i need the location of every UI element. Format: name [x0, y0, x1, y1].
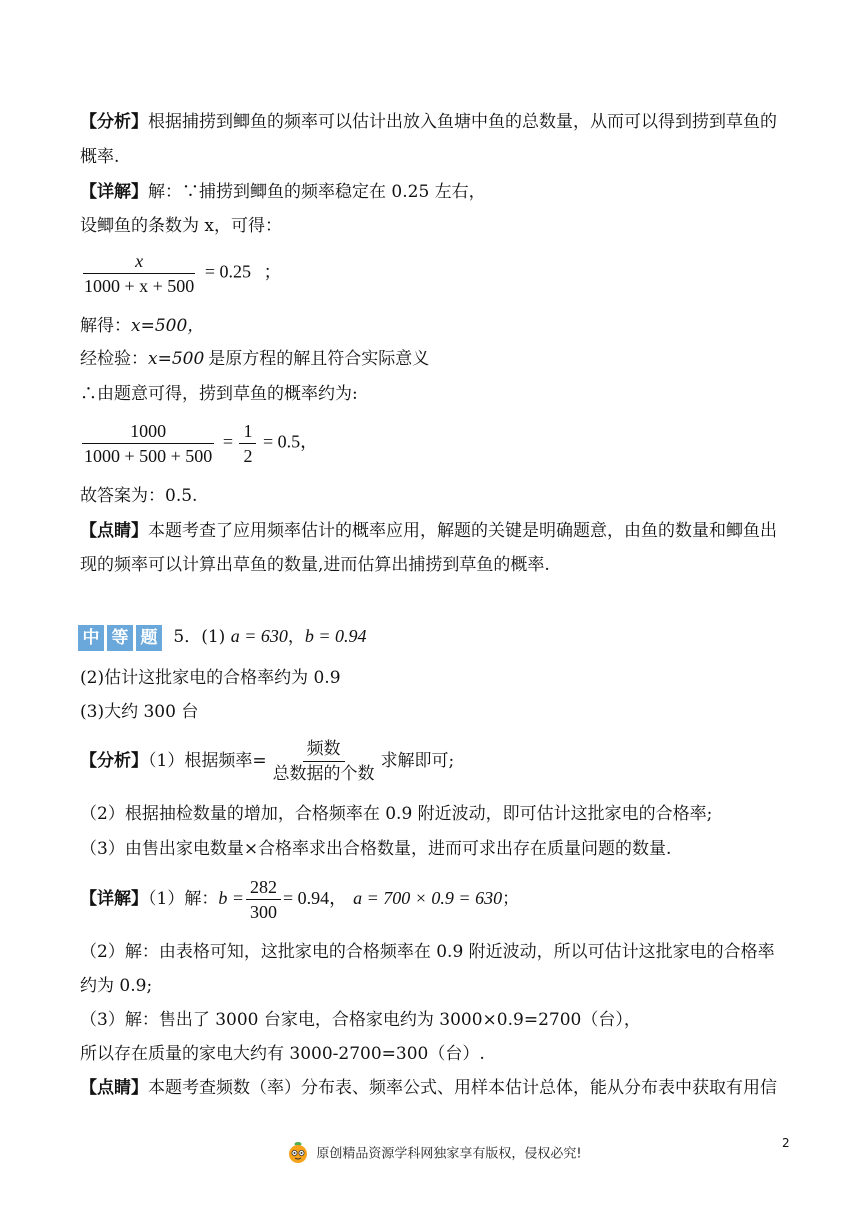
- q5-detail-3-line1: （3）解：售出了 3000 台家电，合格家电约为 3000×0.9=2700（台），: [80, 1010, 641, 1030]
- q4-let-line: [80, 214, 282, 238]
- footer-text: 原创精品资源学科网独家享有版权，侵权必究!: [316, 1146, 582, 1162]
- q5-detail-label: 【详解】: [80, 889, 148, 909]
- q5-detail-1-end: ；: [502, 889, 520, 909]
- q4-answer-text: 故答案为：0.5.: [80, 486, 198, 506]
- q5-detail-fraction: [246, 876, 281, 923]
- q4-check-expr: x=500: [148, 349, 205, 369]
- q5-detail-2-line1: （2）解：由表格可知，这批家电的合格频率在 0.9 附近波动，所以可估计这批家电的合格率: [80, 942, 775, 962]
- q5-header-line: [78, 624, 367, 651]
- q4-equation-1: [78, 250, 281, 297]
- q4-detail-line: [80, 180, 486, 204]
- q4-analysis-text-1: 根据捕捞到鲫鱼的频率可以估计出放入鱼塘中鱼的总数量，从而可以得到捞到草鱼的: [148, 112, 777, 132]
- q5-analysis-1-prefix: （1）根据频率=: [148, 751, 267, 771]
- footer-notice: [0, 1140, 868, 1168]
- q5-answer-3-line: [80, 700, 198, 724]
- q5-answer-3: (3)大约 300 台: [80, 702, 199, 722]
- q4-eq2-half-denominator: 2: [243, 446, 253, 466]
- q4-check-rest: 是原方程的解且符合实际意义: [208, 349, 430, 369]
- q4-check-line: [80, 347, 429, 371]
- q4-analysis-line-2: [80, 145, 119, 169]
- q5-analysis-label: 【分析】: [80, 751, 148, 771]
- q5-answer-sep: ，: [287, 627, 305, 647]
- q5-answer-2: (2)估计这批家电的合格率约为 0.9: [80, 668, 341, 688]
- q5-analysis-3: （3）由售出家电数量×合格率求出合格数量，进而可求出存在质量问题的数量.: [80, 839, 672, 859]
- badge-char-1: 中: [78, 625, 104, 651]
- q5-detail-3-line2: 所以存在质量的家电大约有 3000-2700=300（台）.: [80, 1044, 485, 1064]
- q4-solve-prefix: 解得：: [80, 316, 131, 336]
- q4-check-prefix: 经检验：: [80, 349, 148, 369]
- q4-eq2-denominator: 1000 + 500 + 500: [84, 446, 213, 466]
- q4-eq2-rhs: = 0.5，: [262, 431, 319, 452]
- q5-analysis-line-1: [80, 738, 454, 785]
- q4-eq2-half-fraction: [239, 420, 256, 467]
- q4-eq1-fraction: [80, 250, 198, 297]
- q5-detail-numerator: 282: [246, 876, 281, 900]
- page-number: 2: [782, 1136, 790, 1150]
- q4-analysis-label: 【分析】: [80, 112, 148, 132]
- q5-comment-line: [80, 1076, 777, 1100]
- q5-detail-line-4: [80, 1008, 641, 1032]
- q4-eq1-rhs: = 0.25: [204, 261, 251, 282]
- q5-comment-label: 【点睛】: [80, 1078, 148, 1098]
- q5-detail-1-b: b =: [218, 888, 244, 908]
- q5-answer-2-line: [80, 666, 341, 690]
- q5-detail-line-1: [80, 876, 519, 923]
- q5-detail-1-mid: = 0.94，: [282, 888, 348, 908]
- q4-comment-line-2: [80, 553, 550, 577]
- q5-detail-1-prefix: （1）解：: [148, 889, 219, 909]
- q5-frequency-numerator: 频数: [303, 738, 345, 762]
- q5-detail-line-5: [80, 1042, 485, 1066]
- q5-detail-denominator: 300: [249, 902, 277, 922]
- q5-analysis-1-suffix: 求解即可;: [380, 751, 455, 771]
- q5-detail-1-a: a = 700 × 0.9 = 630: [353, 888, 503, 908]
- q4-therefore-line: [80, 382, 358, 406]
- q4-comment-label: 【点睛】: [80, 521, 148, 541]
- q5-comment-text: 本题考查频数（率）分布表、频率公式、用样本估计总体，能从分布表中获取有用信: [148, 1078, 777, 1098]
- q5-detail-line-2: [80, 940, 775, 964]
- q5-number: 5．(1): [173, 627, 226, 647]
- q4-analysis-text-2: 概率.: [80, 147, 120, 167]
- q4-comment-text-1: 本题考查了应用频率估计的概率应用，解题的关键是明确题意，由鱼的数量和鲫鱼出: [148, 521, 777, 541]
- orange-logo-icon: [286, 1140, 310, 1168]
- q4-eq1-numerator: x: [83, 250, 195, 274]
- q4-detail-text: 解：∵捕捞到鲫鱼的频率稳定在 0.25 左右，: [148, 182, 486, 202]
- badge-char-3: 题: [136, 625, 162, 651]
- q4-detail-label: 【详解】: [80, 182, 148, 202]
- q4-comment-text-2: 现的频率可以计算出草鱼的数量,进而估算出捕捞到草鱼的概率.: [80, 555, 550, 575]
- q5-answer-b: b = 0.94: [304, 626, 367, 646]
- q5-frequency-fraction: [269, 738, 379, 785]
- q4-eq1-denominator: 1000 + x + 500: [84, 276, 195, 296]
- q4-let-text: 设鲫鱼的条数为 x，可得：: [80, 216, 282, 236]
- q5-detail-2-line2: 约为 0.9;: [80, 976, 153, 996]
- q4-eq2-numerator: 1000: [82, 420, 214, 444]
- q4-eq2-mid: =: [222, 431, 233, 452]
- badge-char-2: 等: [107, 625, 133, 651]
- q5-detail-line-3: [80, 974, 152, 998]
- difficulty-badge: [78, 625, 162, 651]
- q4-answer-line: [80, 484, 197, 508]
- q4-therefore-text: ∴由题意可得，捞到草鱼的概率约为:: [80, 384, 358, 404]
- q5-analysis-line-3: [80, 837, 671, 861]
- q4-eq2-half-numerator: 1: [239, 420, 256, 444]
- q4-eq1-end: ；: [263, 261, 282, 282]
- q5-analysis-line-2: [80, 802, 712, 826]
- q4-eq2-fraction: [80, 420, 216, 467]
- q5-analysis-2: （2）根据抽检数量的增加，合格频率在 0.9 附近波动，即可估计这批家电的合格率;: [80, 804, 713, 824]
- q5-frequency-denominator: 总数据的个数: [272, 764, 375, 784]
- q4-equation-2: [78, 420, 318, 467]
- q4-comment-line-1: [80, 519, 777, 543]
- q4-solve-line: [80, 314, 204, 338]
- q5-answer-a: a = 630: [230, 626, 288, 646]
- q4-analysis-line-1: [80, 110, 777, 134]
- q4-solve-expr: x=500，: [131, 316, 205, 336]
